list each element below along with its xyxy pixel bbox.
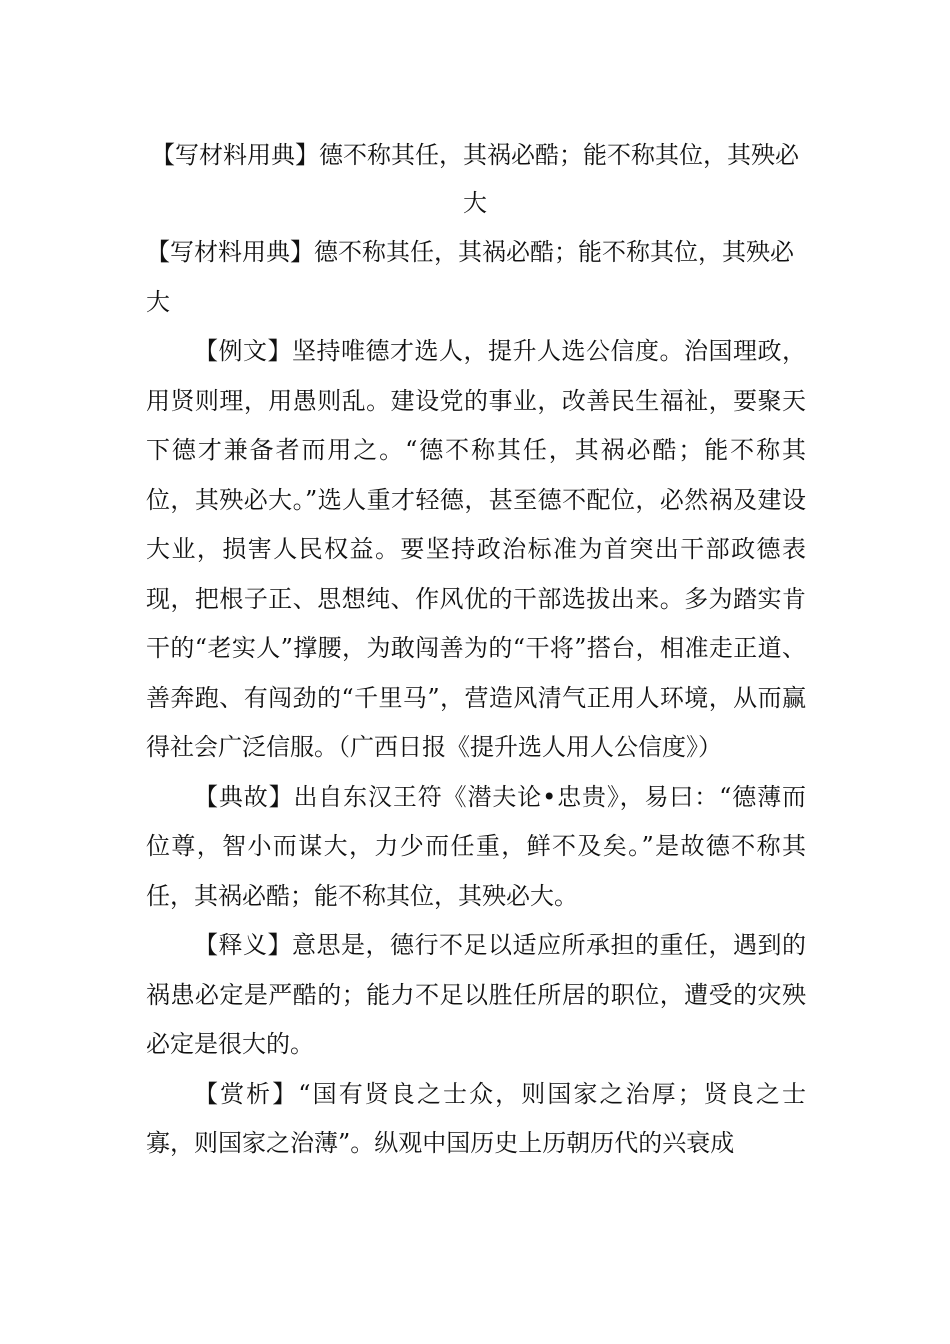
- example-paragraph: 【例文】坚持唯德才选人，提升人选公信度。治国理政，用贤则理，用愚则乱。建设党的事业，改善民生福祉，要聚天下德才兼备者而用之。“德不称其任，其祸必酷；能不称其位，其殃必大。”选人重才轻德，甚至德不配位，必然祸及建设大业，损害人民权益。要坚持政治标准为首突出干部政德表现，把根子正、思想纯、作风优的干部选拔出来。多为踏实肯干的“老实人”撑腰，为敢闯善为的“干将”搭台，相准走正道、善奔跑、有闯劲的“千里马”，营造风清气正用人环境，从而赢得社会广泛信服。（广西日报《提升选人用人公信度》）: [146, 337, 806, 761]
- appreciation-paragraph: 【赏析】“国有贤良之士众，则国家之治厚；贤良之士寡，则国家之治薄”。纵观中国历史上历朝历代的兴衰成: [146, 1079, 806, 1157]
- explanation-paragraph: 【释义】意思是，德行不足以适应所承担的重任，遇到的祸患必定是严酷的；能力不足以胜任所居的职位，遭受的灾殃必定是很大的。: [146, 931, 806, 1058]
- document-body: [146, 228, 806, 1169]
- subtitle-paragraph: 【写材料用典】德不称其任，其祸必酷；能不称其位，其殃必大: [146, 238, 794, 316]
- document-title: 【写材料用典】德不称其任，其祸必酷；能不称其位，其殃必大: [151, 141, 799, 217]
- allusion-paragraph: 【典故】出自东汉王符《潜夫论•忠贵》，易曰：“德薄而位尊，智小而谋大，力少而任重，鲜不及矣。”是故德不称其任，其祸必酷；能不称其位，其殃必大。: [146, 782, 806, 910]
